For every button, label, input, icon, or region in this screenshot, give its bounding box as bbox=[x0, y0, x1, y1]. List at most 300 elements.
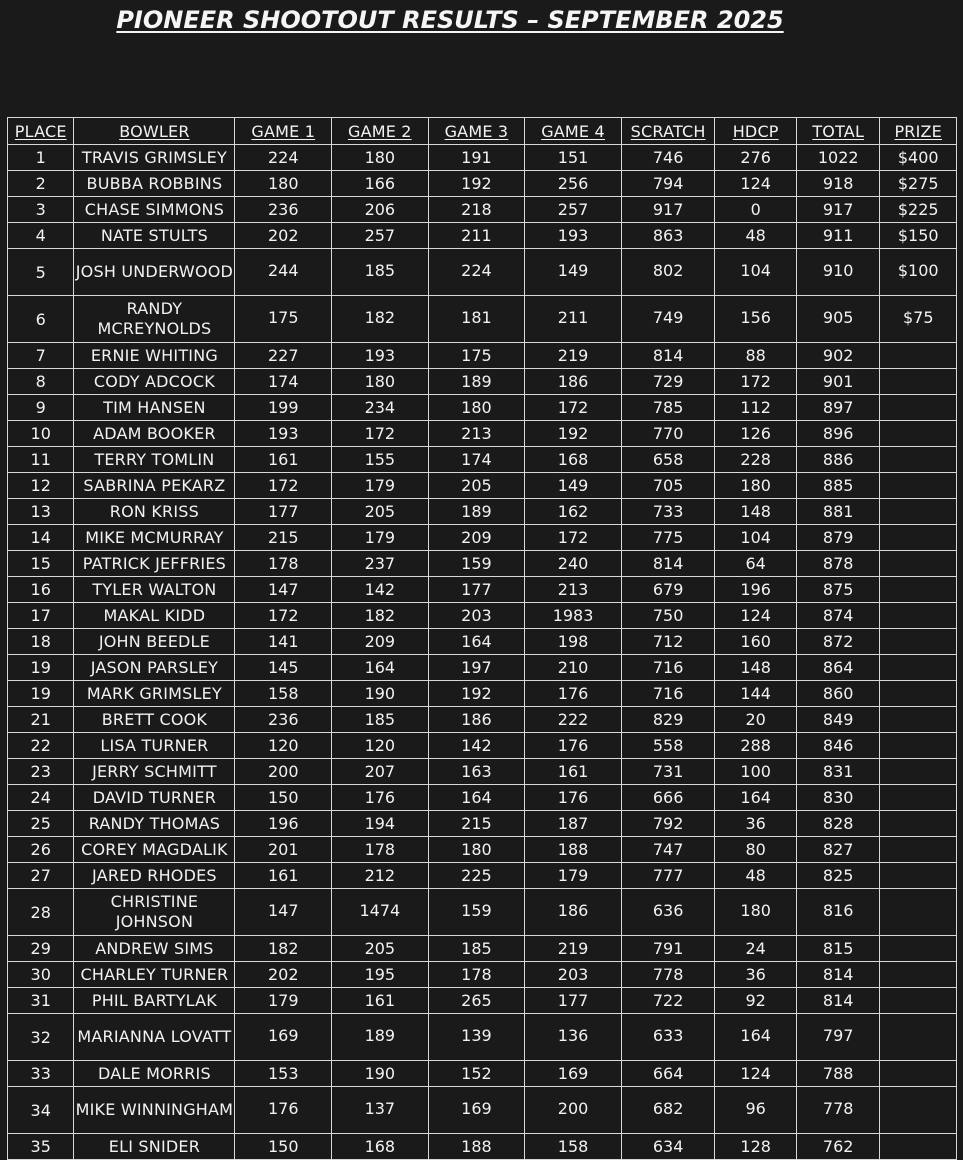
cell-total: 905 bbox=[796, 296, 880, 343]
column-header-total: TOTAL bbox=[796, 118, 880, 145]
cell-game4: 149 bbox=[525, 249, 622, 296]
cell-scratch: 917 bbox=[621, 197, 715, 223]
table-row bbox=[8, 525, 957, 551]
cell-bowler: BUBBA ROBBINS bbox=[74, 171, 235, 197]
cell-game1: 175 bbox=[235, 296, 332, 343]
cell-total: 788 bbox=[796, 1061, 880, 1087]
cell-prize bbox=[880, 369, 957, 395]
cell-game1: 161 bbox=[235, 447, 332, 473]
cell-bowler: ERNIE WHITING bbox=[74, 343, 235, 369]
cell-place: 27 bbox=[8, 863, 74, 889]
cell-scratch: 749 bbox=[621, 296, 715, 343]
table-row bbox=[8, 629, 957, 655]
cell-bowler: LISA TURNER bbox=[74, 733, 235, 759]
cell-prize bbox=[880, 577, 957, 603]
cell-game3: 213 bbox=[428, 421, 525, 447]
cell-scratch: 666 bbox=[621, 785, 715, 811]
cell-total: 897 bbox=[796, 395, 880, 421]
cell-place: 14 bbox=[8, 525, 74, 551]
cell-scratch: 785 bbox=[621, 395, 715, 421]
cell-game4: 240 bbox=[525, 551, 622, 577]
cell-total: 910 bbox=[796, 249, 880, 296]
cell-game1: 227 bbox=[235, 343, 332, 369]
table-row bbox=[8, 343, 957, 369]
cell-game2: 212 bbox=[332, 863, 429, 889]
cell-place: 5 bbox=[8, 249, 74, 296]
cell-game1: 169 bbox=[235, 1014, 332, 1061]
column-header-game4: GAME 4 bbox=[525, 118, 622, 145]
cell-bowler: JOSH UNDERWOOD bbox=[74, 249, 235, 296]
cell-game2: 234 bbox=[332, 395, 429, 421]
cell-place: 11 bbox=[8, 447, 74, 473]
cell-bowler: MIKE MCMURRAY bbox=[74, 525, 235, 551]
cell-game4: 179 bbox=[525, 863, 622, 889]
cell-game3: 152 bbox=[428, 1061, 525, 1087]
cell-prize bbox=[880, 733, 957, 759]
table-row bbox=[8, 421, 957, 447]
cell-bowler: JERRY SCHMITT bbox=[74, 759, 235, 785]
cell-hdcp: 276 bbox=[715, 145, 797, 171]
cell-game2: 194 bbox=[332, 811, 429, 837]
cell-game2: 193 bbox=[332, 343, 429, 369]
cell-prize bbox=[880, 1061, 957, 1087]
cell-prize bbox=[880, 1014, 957, 1061]
cell-total: 872 bbox=[796, 629, 880, 655]
table-row bbox=[8, 681, 957, 707]
cell-hdcp: 160 bbox=[715, 629, 797, 655]
cell-bowler: JOHN BEEDLE bbox=[74, 629, 235, 655]
cell-game1: 196 bbox=[235, 811, 332, 837]
cell-game2: 209 bbox=[332, 629, 429, 655]
cell-prize bbox=[880, 681, 957, 707]
cell-bowler: ELI SNIDER bbox=[74, 1134, 235, 1160]
table-row bbox=[8, 499, 957, 525]
table-row bbox=[8, 1061, 957, 1087]
cell-game3: 175 bbox=[428, 343, 525, 369]
cell-total: 831 bbox=[796, 759, 880, 785]
cell-game2: 182 bbox=[332, 603, 429, 629]
column-header-place: PLACE bbox=[8, 118, 74, 145]
cell-game3: 181 bbox=[428, 296, 525, 343]
cell-total: 879 bbox=[796, 525, 880, 551]
cell-game1: 174 bbox=[235, 369, 332, 395]
cell-game1: 180 bbox=[235, 171, 332, 197]
cell-game2: 185 bbox=[332, 249, 429, 296]
cell-prize bbox=[880, 863, 957, 889]
cell-game3: 265 bbox=[428, 988, 525, 1014]
cell-hdcp: 88 bbox=[715, 343, 797, 369]
cell-bowler: MAKAL KIDD bbox=[74, 603, 235, 629]
cell-prize bbox=[880, 421, 957, 447]
cell-game1: 244 bbox=[235, 249, 332, 296]
cell-place: 15 bbox=[8, 551, 74, 577]
cell-total: 902 bbox=[796, 343, 880, 369]
cell-bowler: PHIL BARTYLAK bbox=[74, 988, 235, 1014]
cell-prize bbox=[880, 603, 957, 629]
cell-total: 896 bbox=[796, 421, 880, 447]
column-header-game3: GAME 3 bbox=[428, 118, 525, 145]
cell-bowler: NATE STULTS bbox=[74, 223, 235, 249]
cell-game4: 219 bbox=[525, 343, 622, 369]
cell-place: 31 bbox=[8, 988, 74, 1014]
cell-total: 814 bbox=[796, 988, 880, 1014]
cell-game1: 177 bbox=[235, 499, 332, 525]
cell-game2: 207 bbox=[332, 759, 429, 785]
cell-hdcp: 180 bbox=[715, 473, 797, 499]
cell-place: 33 bbox=[8, 1061, 74, 1087]
table-row bbox=[8, 1087, 957, 1134]
cell-hdcp: 228 bbox=[715, 447, 797, 473]
table-row bbox=[8, 296, 957, 343]
cell-hdcp: 80 bbox=[715, 837, 797, 863]
cell-game3: 177 bbox=[428, 577, 525, 603]
cell-scratch: 722 bbox=[621, 988, 715, 1014]
cell-hdcp: 100 bbox=[715, 759, 797, 785]
cell-game3: 139 bbox=[428, 1014, 525, 1061]
cell-game4: 187 bbox=[525, 811, 622, 837]
cell-game3: 209 bbox=[428, 525, 525, 551]
cell-game1: 199 bbox=[235, 395, 332, 421]
cell-game4: 222 bbox=[525, 707, 622, 733]
table-row bbox=[8, 707, 957, 733]
cell-scratch: 747 bbox=[621, 837, 715, 863]
cell-scratch: 794 bbox=[621, 171, 715, 197]
cell-game3: 203 bbox=[428, 603, 525, 629]
cell-total: 864 bbox=[796, 655, 880, 681]
column-header-hdcp: HDCP bbox=[715, 118, 797, 145]
cell-scratch: 746 bbox=[621, 145, 715, 171]
cell-prize: $100 bbox=[880, 249, 957, 296]
cell-bowler: CODY ADCOCK bbox=[74, 369, 235, 395]
cell-game1: 236 bbox=[235, 707, 332, 733]
cell-scratch: 814 bbox=[621, 343, 715, 369]
column-header-bowler: BOWLER bbox=[74, 118, 235, 145]
cell-total: 881 bbox=[796, 499, 880, 525]
cell-game2: 1474 bbox=[332, 889, 429, 936]
cell-game1: 172 bbox=[235, 603, 332, 629]
cell-place: 10 bbox=[8, 421, 74, 447]
cell-game1: 153 bbox=[235, 1061, 332, 1087]
cell-game4: 172 bbox=[525, 395, 622, 421]
cell-hdcp: 288 bbox=[715, 733, 797, 759]
cell-game2: 178 bbox=[332, 837, 429, 863]
cell-game4: 176 bbox=[525, 785, 622, 811]
cell-bowler: ANDREW SIMS bbox=[74, 936, 235, 962]
cell-game3: 164 bbox=[428, 785, 525, 811]
cell-game2: 164 bbox=[332, 655, 429, 681]
cell-game2: 205 bbox=[332, 499, 429, 525]
cell-scratch: 633 bbox=[621, 1014, 715, 1061]
cell-scratch: 814 bbox=[621, 551, 715, 577]
cell-game1: 193 bbox=[235, 421, 332, 447]
cell-game4: 176 bbox=[525, 681, 622, 707]
cell-game3: 189 bbox=[428, 499, 525, 525]
cell-total: 827 bbox=[796, 837, 880, 863]
cell-bowler: RANDY THOMAS bbox=[74, 811, 235, 837]
cell-game3: 159 bbox=[428, 551, 525, 577]
cell-scratch: 802 bbox=[621, 249, 715, 296]
table-row bbox=[8, 145, 957, 171]
table-row bbox=[8, 171, 957, 197]
column-header-prize: PRIZE bbox=[880, 118, 957, 145]
cell-prize: $225 bbox=[880, 197, 957, 223]
cell-hdcp: 24 bbox=[715, 936, 797, 962]
cell-hdcp: 148 bbox=[715, 499, 797, 525]
cell-game4: 177 bbox=[525, 988, 622, 1014]
cell-hdcp: 180 bbox=[715, 889, 797, 936]
cell-scratch: 558 bbox=[621, 733, 715, 759]
cell-hdcp: 164 bbox=[715, 1014, 797, 1061]
cell-place: 7 bbox=[8, 343, 74, 369]
cell-bowler: MARK GRIMSLEY bbox=[74, 681, 235, 707]
cell-hdcp: 128 bbox=[715, 1134, 797, 1160]
cell-game4: 158 bbox=[525, 1134, 622, 1160]
cell-game4: 192 bbox=[525, 421, 622, 447]
cell-game1: 161 bbox=[235, 863, 332, 889]
cell-prize bbox=[880, 551, 957, 577]
cell-prize bbox=[880, 936, 957, 962]
cell-game4: 1983 bbox=[525, 603, 622, 629]
cell-prize bbox=[880, 1087, 957, 1134]
cell-total: 885 bbox=[796, 473, 880, 499]
cell-total: 762 bbox=[796, 1134, 880, 1160]
cell-game3: 159 bbox=[428, 889, 525, 936]
cell-prize bbox=[880, 499, 957, 525]
cell-game2: 179 bbox=[332, 473, 429, 499]
cell-total: 917 bbox=[796, 197, 880, 223]
cell-prize: $400 bbox=[880, 145, 957, 171]
cell-scratch: 636 bbox=[621, 889, 715, 936]
cell-scratch: 664 bbox=[621, 1061, 715, 1087]
cell-prize bbox=[880, 525, 957, 551]
table-row bbox=[8, 811, 957, 837]
cell-game4: 198 bbox=[525, 629, 622, 655]
table-row bbox=[8, 655, 957, 681]
cell-game2: 176 bbox=[332, 785, 429, 811]
cell-game3: 169 bbox=[428, 1087, 525, 1134]
cell-place: 18 bbox=[8, 629, 74, 655]
cell-game3: 163 bbox=[428, 759, 525, 785]
cell-hdcp: 156 bbox=[715, 296, 797, 343]
cell-game4: 210 bbox=[525, 655, 622, 681]
cell-total: 875 bbox=[796, 577, 880, 603]
cell-game3: 185 bbox=[428, 936, 525, 962]
column-header-game2: GAME 2 bbox=[332, 118, 429, 145]
cell-game3: 224 bbox=[428, 249, 525, 296]
cell-game2: 205 bbox=[332, 936, 429, 962]
cell-place: 34 bbox=[8, 1087, 74, 1134]
table-row bbox=[8, 395, 957, 421]
cell-game2: 190 bbox=[332, 681, 429, 707]
cell-game1: 236 bbox=[235, 197, 332, 223]
cell-game4: 188 bbox=[525, 837, 622, 863]
cell-place: 6 bbox=[8, 296, 74, 343]
cell-game4: 162 bbox=[525, 499, 622, 525]
cell-hdcp: 0 bbox=[715, 197, 797, 223]
cell-game3: 189 bbox=[428, 369, 525, 395]
cell-game2: 168 bbox=[332, 1134, 429, 1160]
cell-hdcp: 96 bbox=[715, 1087, 797, 1134]
cell-prize bbox=[880, 343, 957, 369]
cell-bowler: DAVID TURNER bbox=[74, 785, 235, 811]
cell-prize bbox=[880, 988, 957, 1014]
cell-game4: 186 bbox=[525, 889, 622, 936]
table-row bbox=[8, 936, 957, 962]
cell-game1: 178 bbox=[235, 551, 332, 577]
cell-prize bbox=[880, 962, 957, 988]
cell-game2: 155 bbox=[332, 447, 429, 473]
cell-bowler: DALE MORRIS bbox=[74, 1061, 235, 1087]
cell-place: 30 bbox=[8, 962, 74, 988]
table-row bbox=[8, 1134, 957, 1160]
cell-game1: 224 bbox=[235, 145, 332, 171]
cell-game3: 188 bbox=[428, 1134, 525, 1160]
cell-game3: 215 bbox=[428, 811, 525, 837]
cell-game1: 182 bbox=[235, 936, 332, 962]
cell-scratch: 778 bbox=[621, 962, 715, 988]
cell-total: 830 bbox=[796, 785, 880, 811]
table-row bbox=[8, 249, 957, 296]
cell-total: 886 bbox=[796, 447, 880, 473]
cell-game3: 164 bbox=[428, 629, 525, 655]
cell-bowler: JASON PARSLEY bbox=[74, 655, 235, 681]
cell-total: 918 bbox=[796, 171, 880, 197]
header-row bbox=[8, 118, 957, 145]
cell-game3: 192 bbox=[428, 171, 525, 197]
cell-game2: 189 bbox=[332, 1014, 429, 1061]
table-row bbox=[8, 863, 957, 889]
cell-place: 2 bbox=[8, 171, 74, 197]
cell-game4: 172 bbox=[525, 525, 622, 551]
cell-place: 9 bbox=[8, 395, 74, 421]
cell-game3: 180 bbox=[428, 395, 525, 421]
table-row bbox=[8, 369, 957, 395]
cell-place: 25 bbox=[8, 811, 74, 837]
cell-place: 24 bbox=[8, 785, 74, 811]
cell-place: 17 bbox=[8, 603, 74, 629]
cell-bowler: SABRINA PEKARZ bbox=[74, 473, 235, 499]
cell-game1: 179 bbox=[235, 988, 332, 1014]
cell-game4: 211 bbox=[525, 296, 622, 343]
table-row bbox=[8, 473, 957, 499]
cell-hdcp: 20 bbox=[715, 707, 797, 733]
table-row bbox=[8, 733, 957, 759]
cell-game2: 182 bbox=[332, 296, 429, 343]
cell-place: 32 bbox=[8, 1014, 74, 1061]
cell-game3: 192 bbox=[428, 681, 525, 707]
table-row bbox=[8, 197, 957, 223]
cell-prize bbox=[880, 889, 957, 936]
cell-prize bbox=[880, 837, 957, 863]
table-row bbox=[8, 759, 957, 785]
cell-game1: 145 bbox=[235, 655, 332, 681]
cell-scratch: 791 bbox=[621, 936, 715, 962]
cell-place: 19 bbox=[8, 655, 74, 681]
cell-game4: 186 bbox=[525, 369, 622, 395]
cell-game3: 174 bbox=[428, 447, 525, 473]
cell-game4: 200 bbox=[525, 1087, 622, 1134]
cell-bowler: CHARLEY TURNER bbox=[74, 962, 235, 988]
cell-place: 13 bbox=[8, 499, 74, 525]
cell-total: 828 bbox=[796, 811, 880, 837]
results-table bbox=[7, 117, 957, 1160]
cell-game3: 186 bbox=[428, 707, 525, 733]
cell-hdcp: 124 bbox=[715, 171, 797, 197]
cell-place: 22 bbox=[8, 733, 74, 759]
cell-prize bbox=[880, 395, 957, 421]
cell-scratch: 716 bbox=[621, 681, 715, 707]
cell-bowler: TRAVIS GRIMSLEY bbox=[74, 145, 235, 171]
cell-game4: 193 bbox=[525, 223, 622, 249]
cell-game2: 161 bbox=[332, 988, 429, 1014]
cell-place: 28 bbox=[8, 889, 74, 936]
cell-game3: 180 bbox=[428, 837, 525, 863]
cell-scratch: 682 bbox=[621, 1087, 715, 1134]
cell-total: 860 bbox=[796, 681, 880, 707]
cell-total: 849 bbox=[796, 707, 880, 733]
cell-bowler: ADAM BOOKER bbox=[74, 421, 235, 447]
cell-game4: 176 bbox=[525, 733, 622, 759]
cell-game1: 202 bbox=[235, 962, 332, 988]
cell-game1: 202 bbox=[235, 223, 332, 249]
cell-game2: 166 bbox=[332, 171, 429, 197]
table-row bbox=[8, 447, 957, 473]
cell-game2: 180 bbox=[332, 369, 429, 395]
cell-total: 846 bbox=[796, 733, 880, 759]
cell-game4: 203 bbox=[525, 962, 622, 988]
cell-hdcp: 48 bbox=[715, 223, 797, 249]
cell-scratch: 863 bbox=[621, 223, 715, 249]
page-title: PIONEER SHOOTOUT RESULTS – SEPTEMBER 2025 bbox=[116, 6, 784, 34]
cell-game2: 257 bbox=[332, 223, 429, 249]
cell-bowler: CHRISTINE JOHNSON bbox=[74, 889, 235, 936]
cell-total: 814 bbox=[796, 962, 880, 988]
cell-total: 874 bbox=[796, 603, 880, 629]
cell-scratch: 770 bbox=[621, 421, 715, 447]
cell-hdcp: 126 bbox=[715, 421, 797, 447]
cell-bowler: CHASE SIMMONS bbox=[74, 197, 235, 223]
cell-bowler: MIKE WINNINGHAM bbox=[74, 1087, 235, 1134]
cell-game2: 142 bbox=[332, 577, 429, 603]
cell-prize bbox=[880, 759, 957, 785]
cell-place: 4 bbox=[8, 223, 74, 249]
cell-game3: 142 bbox=[428, 733, 525, 759]
table-row bbox=[8, 988, 957, 1014]
table-row bbox=[8, 577, 957, 603]
cell-game1: 176 bbox=[235, 1087, 332, 1134]
cell-game4: 161 bbox=[525, 759, 622, 785]
cell-game2: 179 bbox=[332, 525, 429, 551]
cell-prize bbox=[880, 707, 957, 733]
cell-hdcp: 48 bbox=[715, 863, 797, 889]
cell-game2: 237 bbox=[332, 551, 429, 577]
table-row bbox=[8, 603, 957, 629]
cell-game3: 178 bbox=[428, 962, 525, 988]
cell-total: 1022 bbox=[796, 145, 880, 171]
cell-hdcp: 172 bbox=[715, 369, 797, 395]
cell-place: 1 bbox=[8, 145, 74, 171]
cell-game2: 137 bbox=[332, 1087, 429, 1134]
cell-bowler: TIM HANSEN bbox=[74, 395, 235, 421]
cell-bowler: COREY MAGDALIK bbox=[74, 837, 235, 863]
cell-game1: 150 bbox=[235, 1134, 332, 1160]
cell-game1: 141 bbox=[235, 629, 332, 655]
cell-game4: 219 bbox=[525, 936, 622, 962]
cell-game2: 190 bbox=[332, 1061, 429, 1087]
cell-game1: 158 bbox=[235, 681, 332, 707]
cell-game4: 136 bbox=[525, 1014, 622, 1061]
cell-hdcp: 112 bbox=[715, 395, 797, 421]
